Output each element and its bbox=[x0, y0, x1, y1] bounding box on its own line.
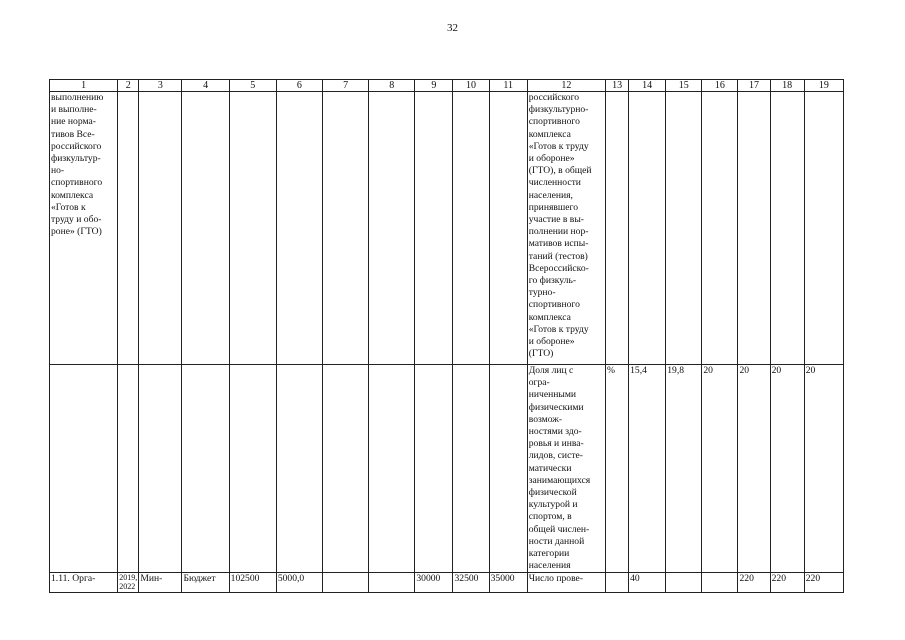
table-cell: 220 bbox=[770, 573, 804, 593]
table-cell: 1.11. Орга- bbox=[50, 573, 118, 593]
column-header: 11 bbox=[489, 80, 527, 92]
table-cell bbox=[182, 92, 229, 365]
column-header: 3 bbox=[139, 80, 182, 92]
table-cell bbox=[276, 365, 322, 573]
table-cell: % bbox=[606, 365, 629, 573]
table-cell bbox=[323, 365, 369, 573]
table-cell: Доля лиц с огра- ниченными физическими возмож- ностями здо- ровья и инва- лидов, систе- матически занимающихся физической культурой и спортом, в общей числен- ности данной категории населения bbox=[527, 365, 605, 573]
column-header: 18 bbox=[770, 80, 804, 92]
table-cell: 20 bbox=[702, 365, 738, 573]
table-cell bbox=[323, 573, 369, 593]
table-cell: 19,8 bbox=[666, 365, 702, 573]
table-cell: 2019, 2022 bbox=[119, 573, 138, 592]
table-cell: Бюджет bbox=[182, 573, 229, 593]
table-cell bbox=[606, 92, 629, 365]
column-header: 2 bbox=[118, 80, 139, 92]
table-cell bbox=[666, 92, 702, 365]
page-number: 32 bbox=[447, 22, 458, 34]
table-cell: 20 bbox=[738, 365, 770, 573]
table-cell bbox=[229, 92, 276, 365]
program-measures-table bbox=[49, 79, 844, 593]
column-header: 10 bbox=[453, 80, 489, 92]
table-cell bbox=[489, 365, 527, 573]
table-cell: 40 bbox=[629, 573, 666, 593]
table-cell bbox=[323, 92, 369, 365]
table-cell bbox=[666, 573, 702, 593]
table-cell: 102500 bbox=[229, 573, 276, 593]
table-cell bbox=[229, 365, 276, 573]
table-cell bbox=[139, 365, 182, 573]
table-cell bbox=[276, 92, 322, 365]
table-cell bbox=[50, 365, 118, 573]
column-header: 4 bbox=[182, 80, 229, 92]
column-header: 16 bbox=[702, 80, 738, 92]
table-cell bbox=[118, 92, 139, 365]
column-header: 9 bbox=[415, 80, 453, 92]
table-row bbox=[50, 573, 844, 593]
table-cell: выполнению и выполне- ние норма- тивов Все- российского физкультур- но- спортивного комплекса «Готов к труду и обо- роне» (ГТО) bbox=[50, 92, 118, 365]
table-cell bbox=[489, 92, 527, 365]
column-header: 12 bbox=[527, 80, 605, 92]
table-cell bbox=[738, 92, 770, 365]
table-cell: 220 bbox=[738, 573, 770, 593]
table-cell bbox=[702, 92, 738, 365]
column-header: 1 bbox=[50, 80, 118, 92]
table-cell bbox=[369, 365, 415, 573]
table-cell bbox=[369, 92, 415, 365]
table-cell bbox=[606, 573, 629, 593]
column-header: 15 bbox=[666, 80, 702, 92]
table-row bbox=[50, 365, 844, 573]
table-cell bbox=[415, 92, 453, 365]
table-cell bbox=[139, 92, 182, 365]
table-cell: 35000 bbox=[489, 573, 527, 593]
table-cell: 30000 bbox=[415, 573, 453, 593]
column-header: 17 bbox=[738, 80, 770, 92]
table-cell: 20 bbox=[770, 365, 804, 573]
table-cell: 20 bbox=[804, 365, 843, 573]
table-cell: 15,4 bbox=[629, 365, 666, 573]
column-header: 7 bbox=[323, 80, 369, 92]
table-cell bbox=[804, 92, 843, 365]
table-row bbox=[50, 92, 844, 365]
column-header: 19 bbox=[804, 80, 843, 92]
table-cell bbox=[182, 365, 229, 573]
column-number-row bbox=[50, 80, 844, 92]
table-cell bbox=[453, 92, 489, 365]
column-header: 6 bbox=[276, 80, 322, 92]
table-cell bbox=[453, 365, 489, 573]
table-cell: 220 bbox=[804, 573, 843, 593]
table-cell bbox=[770, 92, 804, 365]
column-header: 5 bbox=[229, 80, 276, 92]
column-header: 13 bbox=[606, 80, 629, 92]
table-cell: Мин- bbox=[139, 573, 182, 593]
column-header: 14 bbox=[629, 80, 666, 92]
table-cell: Число прове- bbox=[527, 573, 605, 593]
table-cell: 5000,0 bbox=[276, 573, 322, 593]
table-cell: 32500 bbox=[453, 573, 489, 593]
table-cell bbox=[118, 365, 139, 573]
table-cell: российского физкультурно- спортивного комплекса «Готов к труду и обороне» (ГТО), в общей численности населения, принявшего участие в вы- полнении нор- мативов испы- таний (тестов) Всероссийско- го физкуль- турно- спортивного комплекса «Готов к труду и обороне» (ГТО) bbox=[527, 92, 605, 365]
table-cell bbox=[369, 573, 415, 593]
table-cell bbox=[629, 92, 666, 365]
table-cell bbox=[702, 573, 738, 593]
table-cell bbox=[415, 365, 453, 573]
column-header: 8 bbox=[369, 80, 415, 92]
